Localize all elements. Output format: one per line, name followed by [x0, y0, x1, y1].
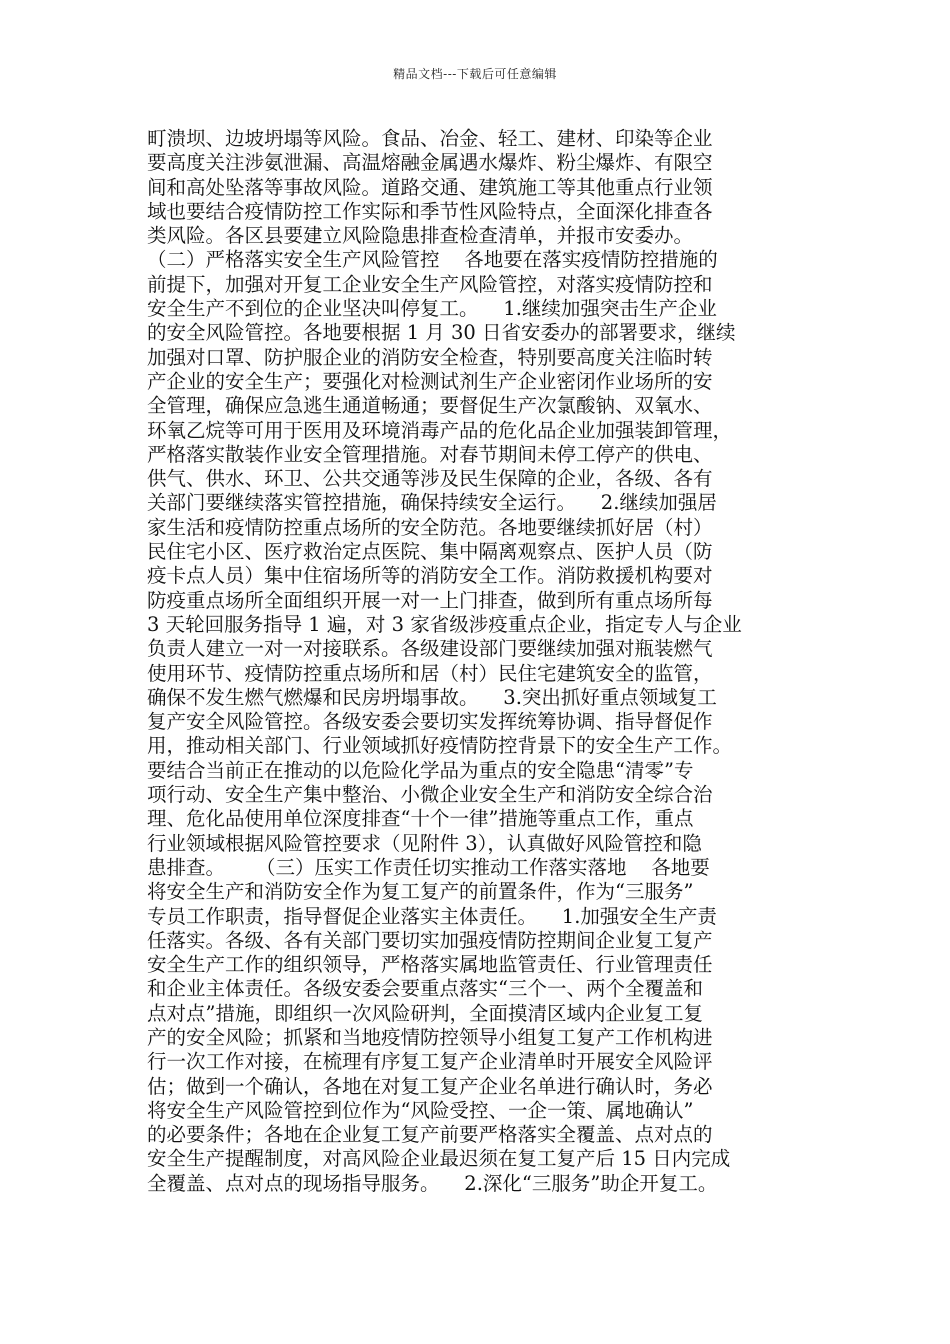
text-line: （二）严格落实安全生产风险管控 各地要在落实疫情防控措施的 — [147, 248, 718, 272]
text-line: 严格落实散装作业安全管理措施。对春节期间未停工停产的供电、 — [147, 442, 713, 466]
text-line: 将安全生产和消防安全作为复工复产的前置条件，作为“三服务” — [147, 880, 694, 904]
text-line: 町溃坝、边坡坍塌等风险。食品、冶金、轻工、建材、印染等企业 — [147, 127, 713, 150]
text-line: 疫卡点人员）集中住宿场所等的消防安全工作。消防救援机构要对 — [147, 564, 713, 588]
text-line: 供气、供水、环卫、公共交通等涉及民生保障的企业，各级、各有 — [147, 467, 713, 491]
text-line: 任落实。各级、各有关部门要切实加强疫情防控期间企业复工复产 — [147, 928, 713, 952]
text-line: 理、危化品使用单位深度排查“十个一律”措施等重点工作，重点 — [147, 807, 694, 831]
text-line: 全管理，确保应急逃生通道畅通；要督促生产次氯酸钠、双氧水、 — [147, 394, 713, 418]
page-header: 精品文档---下载后可任意编辑 — [393, 67, 557, 81]
text-line: 要高度关注涉氨泄漏、高温熔融金属遇水爆炸、粉尘爆炸、有限空 — [147, 151, 713, 175]
text-line: 将安全生产风险管控到位作为“风险受控、一企一策、属地确认” — [147, 1098, 694, 1122]
text-line: 复产安全风险管控。各级安委会要切实发挥统筹协调、指导督促作 — [147, 710, 713, 734]
text-line: 间和高处坠落等事故风险。道路交通、建筑施工等其他重点行业领 — [147, 175, 713, 199]
text-line: 域也要结合疫情防控工作实际和季节性风险特点，全面深化排查各 — [147, 199, 713, 223]
text-line: 民住宅小区、医疗救治定点医院、集中隔离观察点、医护人员（防 — [147, 540, 713, 564]
text-line: 前提下，加强对开复工企业安全生产风险管控，对落实疫情防控和 — [147, 272, 713, 296]
text-line: 行一次工作对接，在梳理有序复工复产企业清单时开展安全风险评 — [147, 1050, 713, 1074]
text-line: 点对点”措施，即组织一次风险研判，全面摸清区域内企业复工复 — [147, 1001, 703, 1025]
text-line: 行业领域根据风险管控要求（见附件 3），认真做好风险管控和隐 — [147, 831, 702, 855]
text-line: 产的安全风险；抓紧和当地疫情防控领导小组复工复产工作机构进 — [147, 1025, 713, 1049]
text-line: 3 天轮回服务指导 1 遍，对 3 家省级涉疫重点企业，指定专人与企业 — [147, 612, 742, 636]
text-line: 和企业主体责任。各级安委会要重点落实“三个一、两个全覆盖和 — [147, 977, 703, 1001]
text-line: 确保不发生燃气燃爆和民房坍塌事故。 3.突出抓好重点领域复工 — [147, 685, 717, 709]
document-body — [147, 127, 827, 1196]
text-line: 安全生产工作的组织领导，严格落实属地监管责任、行业管理责任 — [147, 953, 713, 977]
text-line: 用，推动相关部门、行业领域抓好疫情防控背景下的安全生产工作。 — [147, 734, 733, 758]
text-line: 环氧乙烷等可用于医用及环境消毒产品的危化品企业加强装卸管理， — [147, 418, 733, 442]
text-line: 安全生产提醒制度，对高风险企业最迟须在复工复产后 15 日内完成 — [147, 1147, 731, 1171]
text-line: 家生活和疫情防控重点场所的安全防范。各地要继续抓好居（村） — [147, 515, 713, 539]
text-line: 的安全风险管控。各地要根据 1 月 30 日省安委办的部署要求，继续 — [147, 321, 736, 345]
text-line: 使用环节、疫情防控重点场所和居（村）民住宅建筑安全的监管， — [147, 661, 713, 685]
text-line: 患排查。 （三）压实工作责任切实推动工作落实落地 各地要 — [147, 855, 710, 879]
text-line: 估；做到一个确认，各地在对复工复产企业名单进行确认时，务必 — [147, 1074, 713, 1098]
text-line: 项行动、安全生产集中整治、小微企业安全生产和消防安全综合治 — [147, 783, 713, 807]
text-line: 安全生产不到位的企业坚决叫停复工。 1.继续加强突击生产企业 — [147, 297, 717, 321]
text-line: 负责人建立一对一对接联系。各级建设部门要继续加强对瓶装燃气 — [147, 637, 713, 661]
text-line: 产企业的安全生产；要强化对检测试剂生产企业密闭作业场所的安 — [147, 369, 713, 393]
text-line: 要结合当前正在推动的以危险化学品为重点的安全隐患“清零”专 — [147, 758, 694, 782]
text-line: 全覆盖、点对点的现场指导服务。 2.深化“三服务”助企开复工。 — [147, 1171, 718, 1195]
text-line: 类风险。各区县要建立风险隐患排查检查清单，并报市安委办。 — [147, 224, 694, 248]
text-line: 防疫重点场所全面组织开展一对一上门排查，做到所有重点场所每 — [147, 588, 713, 612]
text-line: 加强对口罩、防护服企业的消防安全检查，特别要高度关注临时转 — [147, 345, 713, 369]
text-line: 关部门要继续落实管控措施，确保持续安全运行。 2.继续加强居 — [147, 491, 717, 515]
text-line: 专员工作职责，指导督促企业落实主体责任。 1.加强安全生产责 — [147, 904, 717, 928]
text-line: 的必要条件；各地在企业复工复产前要严格落实全覆盖、点对点的 — [147, 1123, 713, 1147]
